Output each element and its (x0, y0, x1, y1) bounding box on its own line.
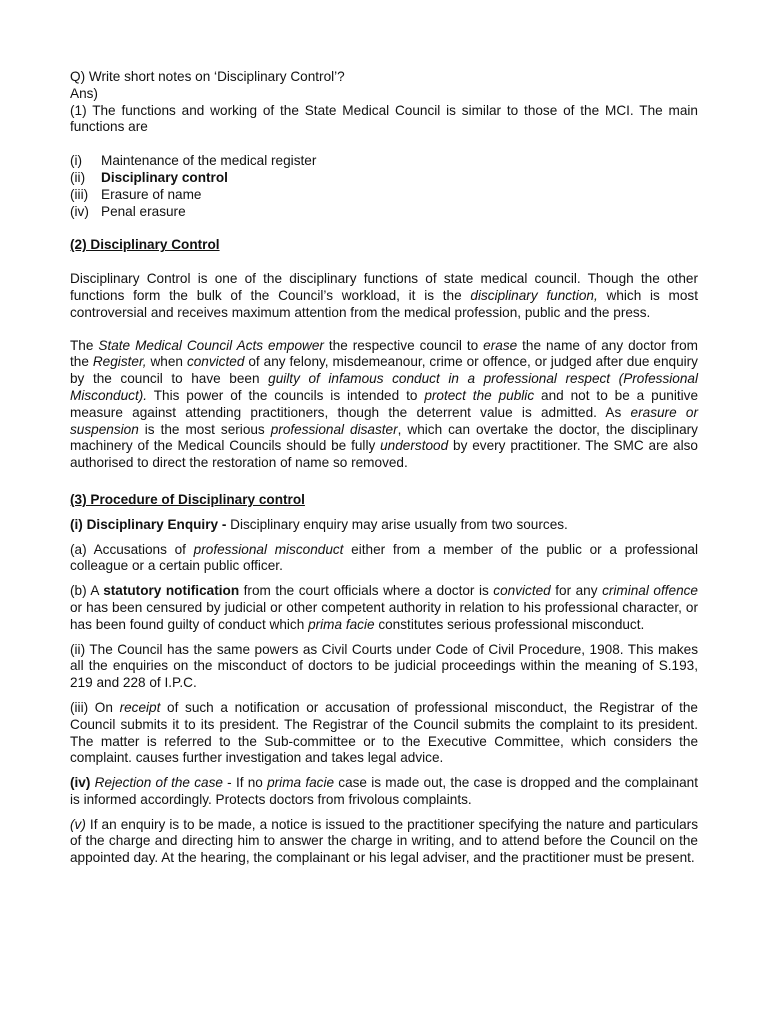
list-text: Disciplinary control (101, 169, 228, 185)
list-number: (i) (70, 153, 83, 169)
list-item (70, 204, 698, 221)
list-item (70, 170, 698, 187)
paragraph: (b) A statutory notification from the court officials where a doctor is convicted for any criminal offence or has been censured by judicial or other competent authority in relation to his professional character, or has been found guilty of conduct which prima facie constitutes serious professional misconduct. (70, 583, 698, 632)
paragraph: (v) If an enquiry is to be made, a notice is issued to the practitioner specifying the nature and particulars of the charge and directing him to answer the charge in writing, and to attend before the Council on the appointed day. At the hearing, the complainant or his legal adviser, and the practitioner must be present. (70, 816, 698, 866)
heading-text: (3) Procedure of Disciplinary control (70, 491, 305, 507)
paragraph: (iii) On receipt of such a notification or accusation of professional misconduct, the Registrar of the Council submits it to its president. The Registrar of the Council submits the complaint to its president. The matter is referred to the Sub-committee or to the Executive Committee, which considers the complaint. causes further investigation and takes legal advice. (70, 699, 698, 766)
list-number: (ii) (70, 169, 86, 185)
list-item (70, 153, 698, 170)
paragraph: Disciplinary Control is one of the disciplinary functions of state medical council. Though the other functions form the bulk of the Council’s workload, it is the disciplinary function, which is most controversial and receives maximum attention from the medical profession, public and the press. (70, 271, 699, 320)
list-text: Penal erasure (101, 203, 186, 219)
list-number: (iv) (70, 203, 89, 219)
paragraph: The State Medical Council Acts empower the respective council to erase the name of any doctor from the Register, when convicted of any felony, misdemeanour, crime or offence, or judged after due enquiry by the council to have been guilty of infamous conduct in a professional respect (Professional Misconduct). This power of the councils is intended to protect the public and not to be a punitive measure against attending practitioners, though the deterrent value is admitted. As erasure or suspension is the most serious professional disaster, which can overtake the doctor, the disciplinary machinery of the Medical Councils should be fully understood by every practitioner. The SMC are also authorised to direct the restoration of name so removed. (70, 337, 699, 471)
functions-list (70, 153, 698, 220)
section-heading (70, 492, 698, 509)
paragraph: (a) Accusations of professional misconduct either from a member of the public or a professional colleague or a certain public officer. (70, 541, 699, 574)
paragraph: (i) Disciplinary Enquiry - Disciplinary enquiry may arise usually from two sources. (70, 516, 568, 532)
list-text: Maintenance of the medical register (101, 153, 317, 169)
list-text: Erasure of name (101, 186, 202, 202)
question-text: Q) Write short notes on ‘Disciplinary Control’? (70, 69, 345, 84)
answer-label: Ans) (70, 85, 98, 101)
list-number: (iii) (70, 186, 89, 202)
document-page (70, 69, 698, 867)
section-heading (70, 237, 698, 254)
list-item (70, 187, 698, 204)
heading-text: (2) Disciplinary Control (70, 237, 220, 253)
paragraph: (iv) Rejection of the case - If no prima facie case is made out, the case is dropped and the complainant is informed accordingly. Protects doctors from frivolous complaints. (70, 775, 699, 807)
paragraph: (ii) The Council has the same powers as Civil Courts under Code of Civil Procedure, 1908. This makes all the enquiries on the misconduct of doctors to be judicial proceedings within the meaning of S.193, 219 and 228 of I.P.C. (70, 641, 698, 691)
intro-paragraph: (1) The functions and working of the State Medical Council is similar to those of the MCI. The main functions are (70, 102, 698, 135)
